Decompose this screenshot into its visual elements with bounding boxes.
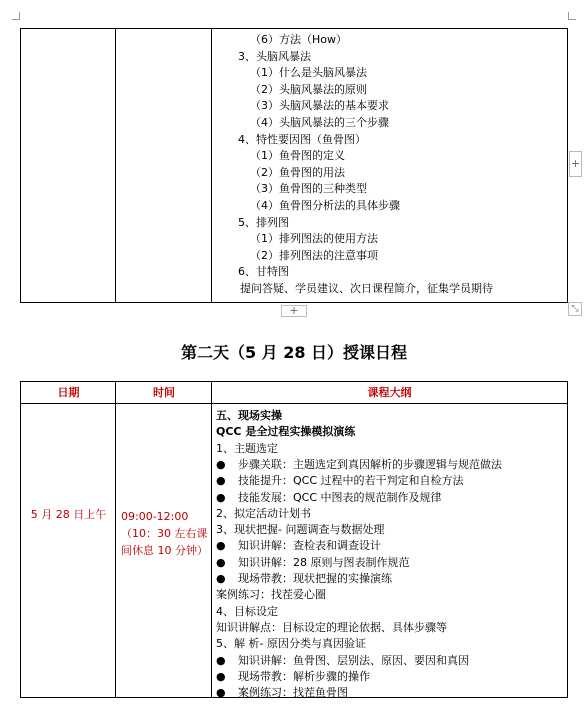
time-line: 间休息 10 分钟） bbox=[121, 544, 208, 557]
add-column-button[interactable]: + bbox=[569, 151, 582, 177]
bullet-text: 技能发展：QCC 中图表的规范制作及规律 bbox=[238, 490, 442, 504]
bullet-item bbox=[216, 539, 381, 553]
bullet-text: 知识讲解：鱼骨图、层别法、原因、要因和真因 bbox=[238, 653, 469, 667]
outline-line: 3、头脑风暴法 bbox=[238, 49, 311, 63]
bullet-text: 现场带教：解析步骤的操作 bbox=[238, 669, 370, 683]
time-line: 09:00-12:00 bbox=[121, 510, 189, 523]
header-time: 时间 bbox=[153, 386, 175, 399]
table-resize-handle[interactable]: ⤡ bbox=[568, 302, 582, 316]
bullet-item bbox=[216, 572, 392, 586]
outline-line: 提问答疑、学员建议、次日课程简介，征集学员期待 bbox=[240, 282, 493, 295]
outline-line: 案例练习：找茬爱心圈 bbox=[216, 588, 326, 602]
outline-line: （1）排列图法的使用方法 bbox=[250, 232, 378, 246]
bullet-item bbox=[216, 670, 370, 684]
bullet-icon: ● bbox=[216, 474, 226, 488]
bullet-icon: ● bbox=[216, 457, 226, 471]
date-cell-empty[interactable] bbox=[21, 29, 116, 302]
day-two-schedule-table bbox=[20, 381, 568, 698]
outline-line: （2）头脑风暴法的原则 bbox=[250, 82, 367, 96]
bullet-text: 知识讲解：28 原则与图表制作规范 bbox=[238, 555, 410, 569]
bullet-item bbox=[216, 491, 442, 505]
outline-line: （3）鱼骨图的三种类型 bbox=[250, 182, 367, 196]
session-time[interactable] bbox=[121, 508, 216, 559]
bullet-text: 步骤关联：主题选定到真因解析的步骤逻辑与规范做法 bbox=[238, 457, 502, 471]
bullet-item bbox=[216, 686, 348, 700]
outline-line: 4、特性要因图（鱼骨图） bbox=[238, 132, 366, 146]
column-divider bbox=[115, 382, 116, 697]
outline-line: （2）鱼骨图的用法 bbox=[250, 165, 345, 179]
outline-line: 4、目标设定 bbox=[216, 604, 278, 618]
bullet-text: 知识讲解：查检表和调查设计 bbox=[238, 539, 381, 553]
bullet-icon: ● bbox=[216, 490, 226, 504]
bullet-icon: ● bbox=[216, 572, 226, 585]
outline-line: QCC 是全过程实操模拟演练 bbox=[216, 425, 356, 439]
bullet-item bbox=[216, 556, 410, 570]
outline-line: （3）头脑风暴法的基本要求 bbox=[250, 99, 389, 113]
outline-line: 5、解 析- 原因分类与真因验证 bbox=[216, 637, 366, 651]
outline-line: （4）鱼骨图分析法的具体步骤 bbox=[250, 199, 400, 212]
time-line: （10：30 左右课 bbox=[121, 527, 208, 540]
outline-line: 3、现状把握- 问题调查与数据处理 bbox=[216, 523, 385, 537]
time-cell-empty[interactable] bbox=[116, 29, 212, 302]
outline-line: （4）头脑风暴法的三个步骤 bbox=[250, 116, 389, 129]
outline-line: （1）鱼骨图的定义 bbox=[250, 149, 345, 163]
bullet-item bbox=[216, 654, 469, 668]
outline-line: （1）什么是头脑风暴法 bbox=[250, 66, 367, 80]
outline-line: 2、拟定活动计划书 bbox=[216, 506, 311, 520]
bullet-icon: ● bbox=[216, 555, 226, 569]
bullet-text: 技能提升：QCC 过程中的若干判定和自检方法 bbox=[238, 474, 464, 488]
outline-line: 5、排列图 bbox=[238, 215, 289, 229]
header-outline: 课程大纲 bbox=[367, 386, 412, 399]
header-date: 日期 bbox=[57, 386, 80, 399]
bullet-text: 现场带教：现状把握的实操演练 bbox=[238, 572, 392, 585]
session-date[interactable]: 5 月 28 日上午 bbox=[30, 508, 107, 521]
bullet-icon: ● bbox=[216, 686, 226, 700]
outline-line: 知识讲解点：目标设定的理论依据、具体步骤等 bbox=[216, 620, 447, 634]
add-row-button[interactable]: + bbox=[281, 305, 307, 317]
page-corner-mark-left bbox=[12, 12, 20, 20]
bullet-item bbox=[216, 458, 502, 472]
outline-table-continued bbox=[20, 28, 568, 303]
outline-line: 五、现场实操 bbox=[216, 409, 282, 422]
page-corner-mark-right bbox=[568, 12, 576, 20]
outline-line: 6、甘特图 bbox=[238, 265, 289, 279]
outline-cell[interactable] bbox=[212, 29, 567, 302]
bullet-item bbox=[216, 474, 464, 488]
bullet-icon: ● bbox=[216, 539, 226, 553]
bullet-icon: ● bbox=[216, 653, 226, 667]
day-two-heading: 第二天（5 月 28 日）授课日程 bbox=[180, 343, 408, 362]
bullet-text: 案例练习：找茬鱼骨图 bbox=[238, 686, 348, 700]
table-header-row bbox=[21, 382, 567, 404]
outline-line: （2）排列图法的注意事项 bbox=[250, 248, 378, 262]
bullet-icon: ● bbox=[216, 669, 226, 683]
outline-line: 1、主题选定 bbox=[216, 441, 278, 455]
outline-line: （6）方法（How） bbox=[250, 33, 347, 46]
